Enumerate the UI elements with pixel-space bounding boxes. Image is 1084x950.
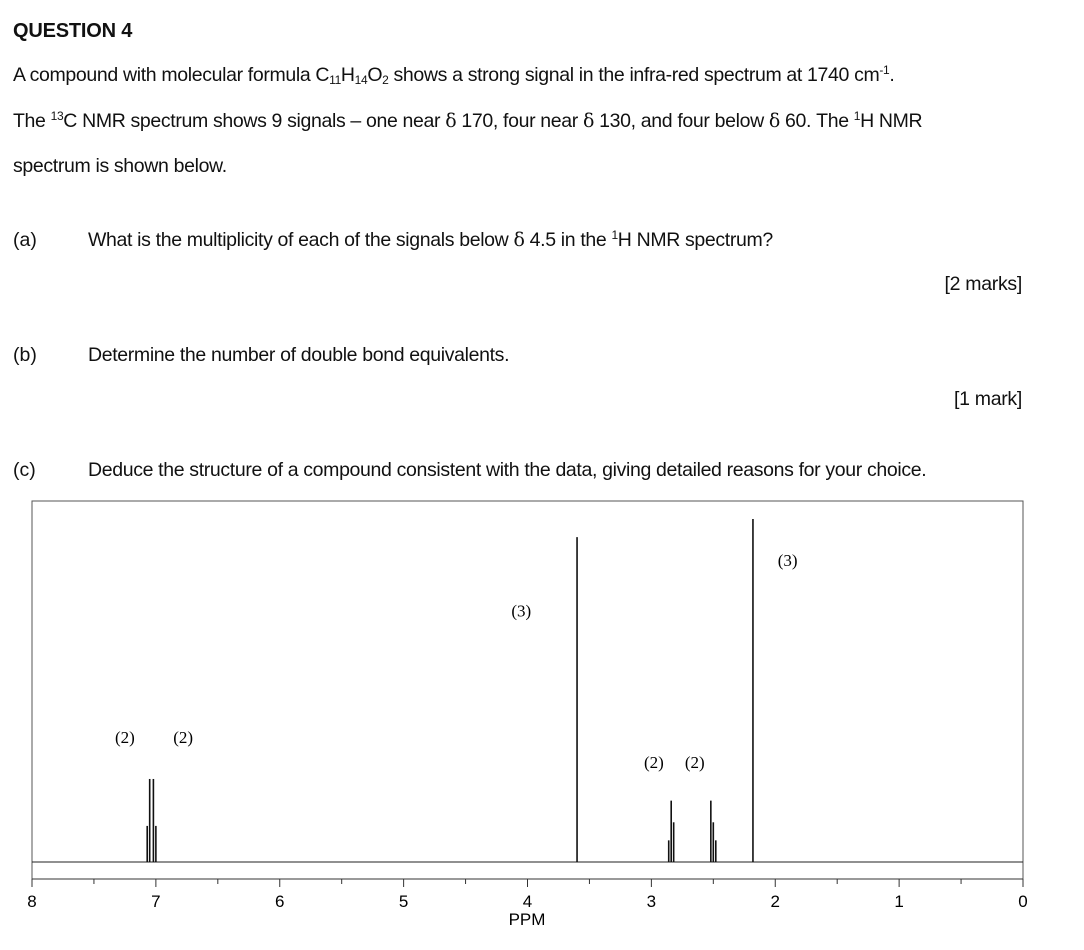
integration-label: (2)	[173, 727, 194, 747]
question-title: QUESTION 4	[13, 20, 133, 42]
part-b-label: (b)	[13, 344, 37, 366]
x-tick-label: 1	[894, 892, 904, 911]
spectrum-frame	[32, 501, 1023, 879]
part-a-marks: [2 marks]	[944, 273, 1022, 295]
x-tick-label: 5	[398, 892, 409, 911]
intro-line-3: spectrum is shown below.	[13, 155, 227, 177]
x-tick-label: 6	[275, 892, 285, 911]
part-c-label: (c)	[13, 459, 36, 481]
integration-label: (2)	[684, 753, 705, 773]
x-tick-label: 2	[770, 892, 780, 911]
part-c-text: Deduce the structure of a compound consistent with the data, giving detailed reasons for your choice.	[88, 459, 927, 481]
x-tick-label: 4	[522, 892, 533, 911]
part-a-label: (a)	[13, 229, 37, 251]
integration-label: (3)	[511, 601, 532, 621]
x-axis-title: PPM	[508, 910, 546, 929]
intro-line-2: The $^{13}$C NMR spectrum shows 9 signals – one near δ 170, four near δ 130, and four below δ 60. The $^1$H NMR	[13, 109, 923, 132]
x-tick-label: 8	[27, 892, 37, 911]
x-tick-label: 3	[646, 892, 657, 911]
intro-line-1: A compound with molecular formula $C_{11}H_{14}O_2$ shows a strong signal in the infra-red spectrum at 1740 $cm^{-1}$.	[13, 63, 895, 87]
part-a-text: What is the multiplicity of each of the signals below δ 4.5 in the $^1$H NMR spectrum?	[88, 228, 773, 251]
integration-label: (3)	[777, 550, 798, 570]
x-tick-label: 7	[151, 892, 161, 911]
part-b-marks: [1 mark]	[953, 388, 1022, 410]
integration-label: (2)	[114, 727, 135, 747]
x-tick-label: 0	[1018, 892, 1028, 911]
integration-label: (2)	[643, 753, 664, 773]
part-b-text: Determine the number of double bond equivalents.	[88, 344, 510, 366]
